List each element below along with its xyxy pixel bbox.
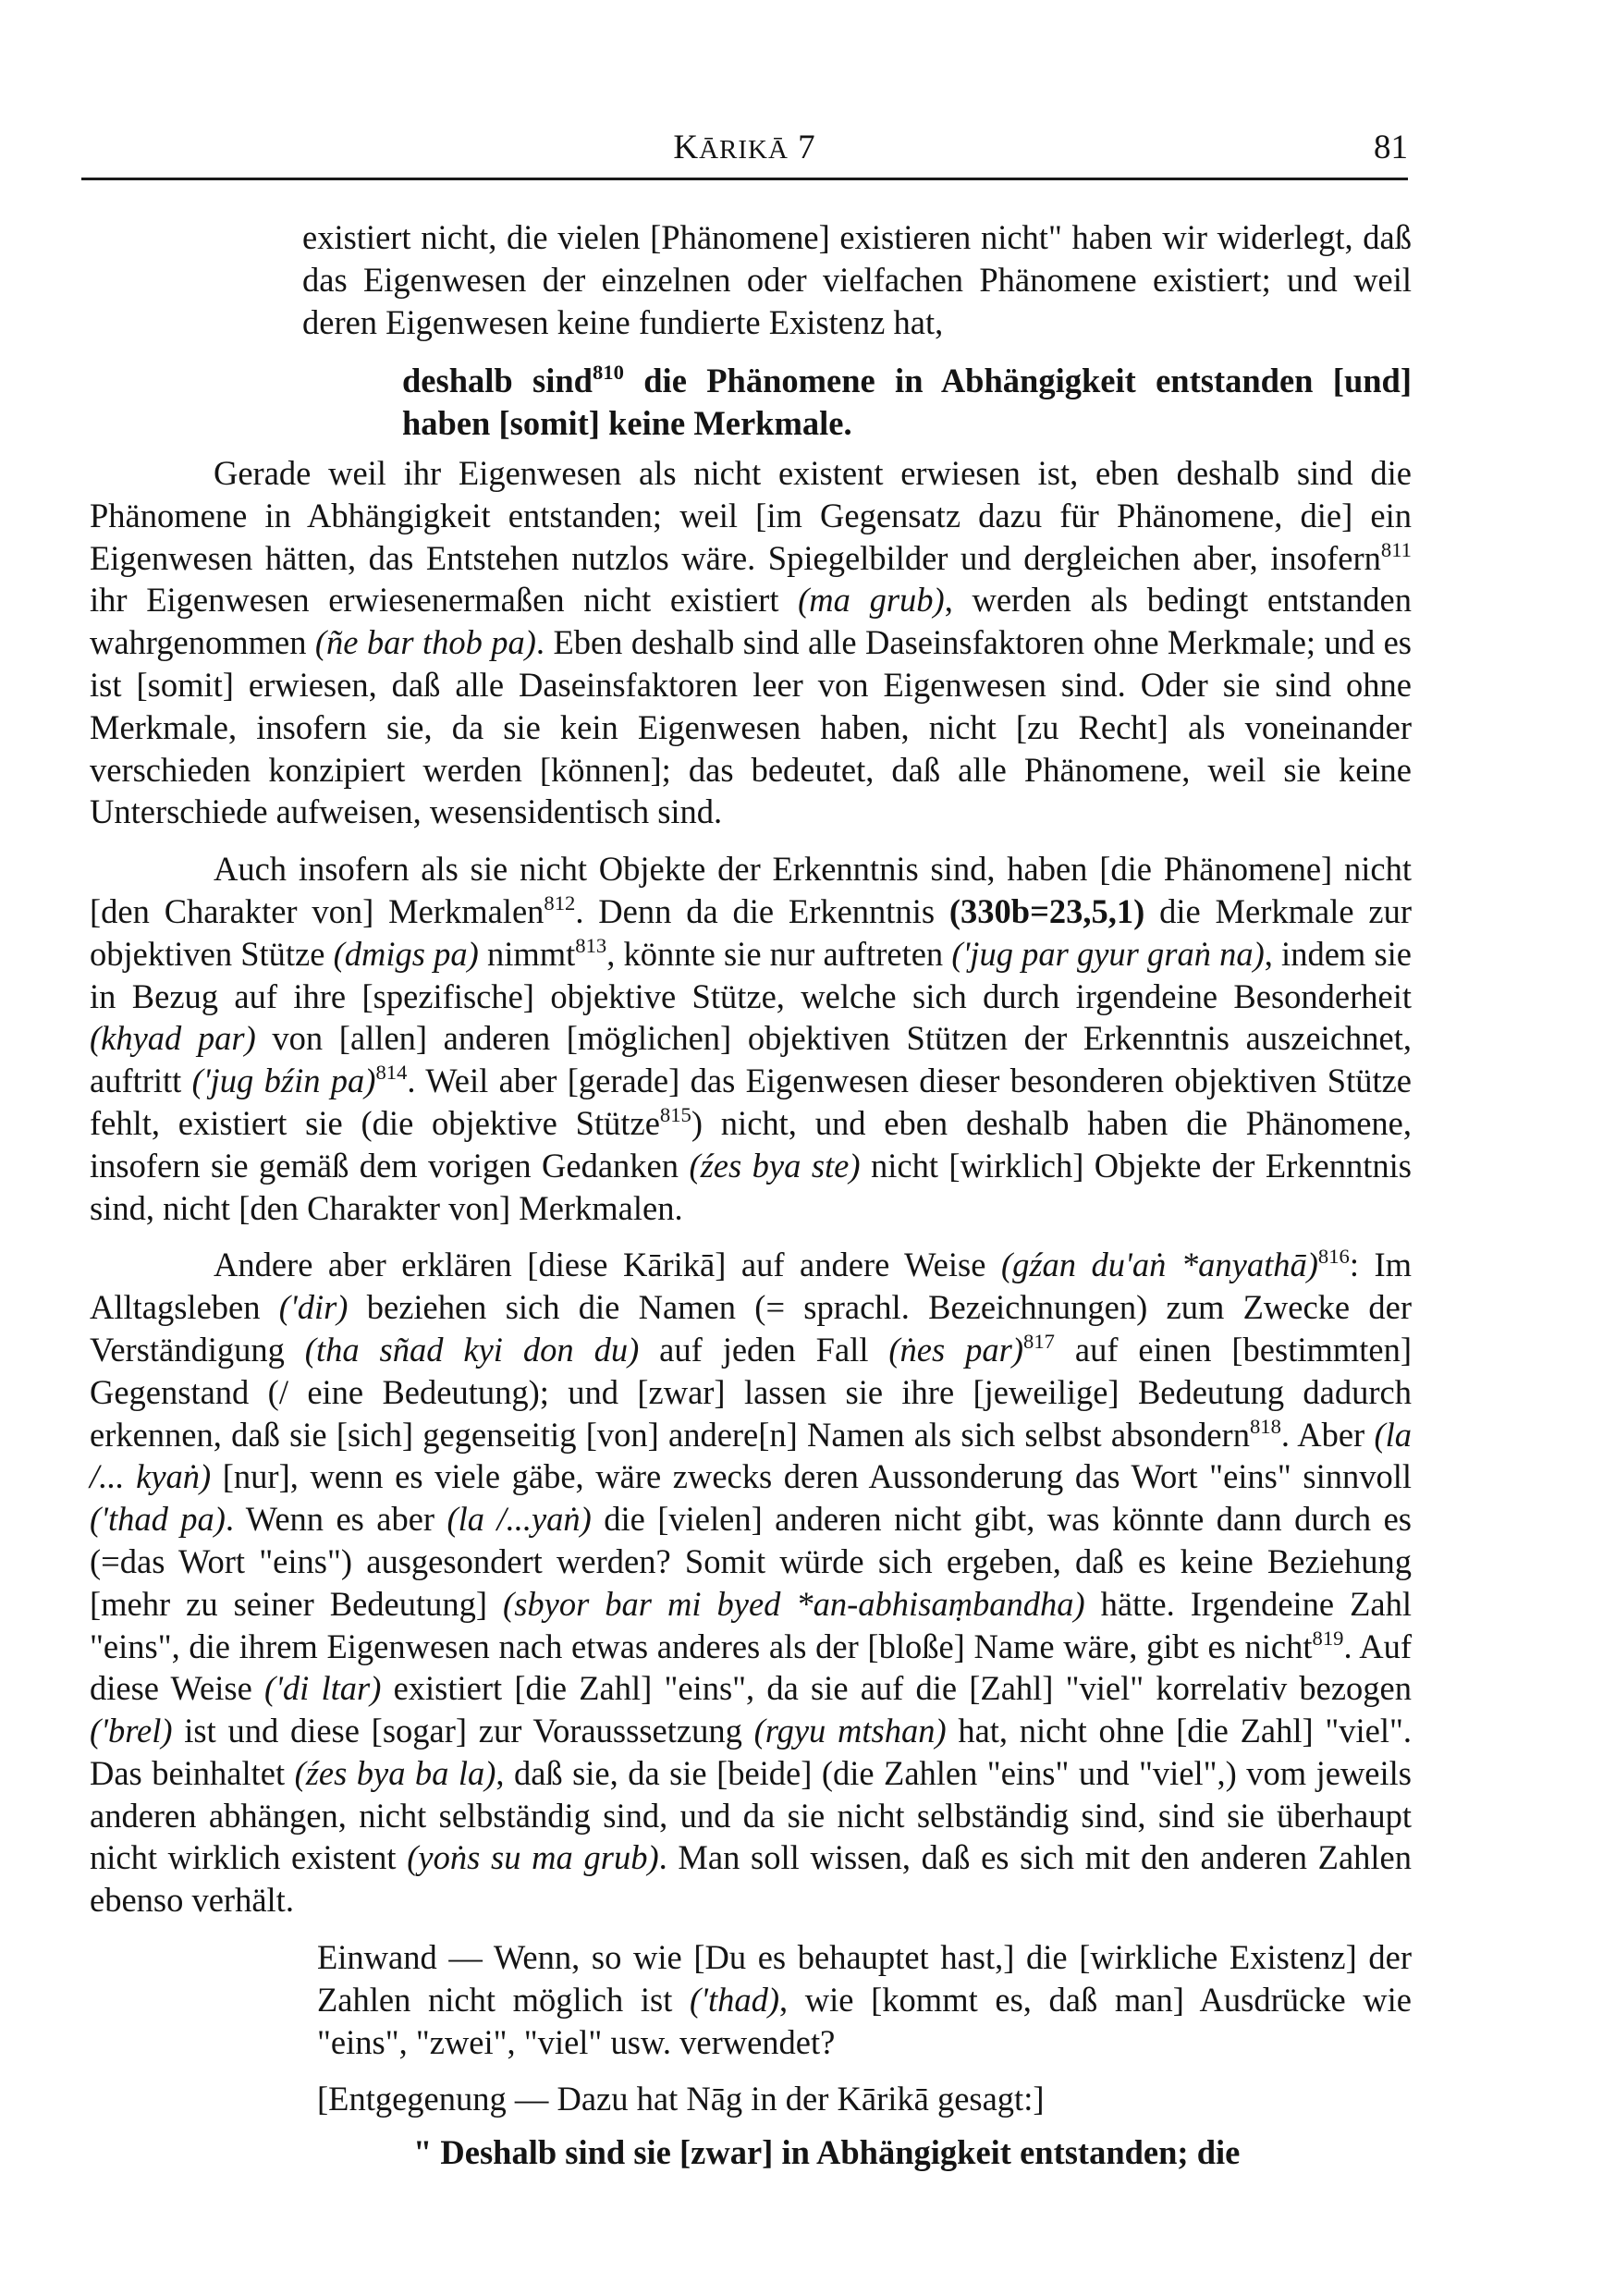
chapter-title: KĀRIKĀ 7 bbox=[673, 129, 816, 166]
paragraph: Auch insofern als sie nicht Objekte der Erkenntnis sind, haben [die Phänomene] nicht [den Charakter von] Merkmalen$^{812}$. Denn da die Erkenntnis (330b=23,5,1) die Merkmale zur objektiven Stütze (dmigs pa) nimmt$^{813}$, könnte sie nur auftreten ('jug par gyur graṅ na), indem sie in Bezug auf ihre [spezifische] objektive Stütze, welche sich durch irgendeine Besonderheit (khyad par) von [allen] anderen [möglichen] objektiven Stützen der Erkenntnis auszeichnet, auftritt ('jug bźin pa)$^{814}$. Weil aber [gerade] das Eigenwesen dieser besonderen objektiven Stütze fehlt, existiert sie (die objektive Stütze$^{815}$) nicht, und eben deshalb haben die Phänomene, insofern sie gemäß dem vorigen Gedanken (źes bya ste) nicht [wirklich] Objekte der Erkenntnis sind, nicht [den Charakter von] Merkmalen. bbox=[90, 850, 1412, 1227]
footnote-ref: 817 bbox=[1023, 1329, 1055, 1353]
paragraph-continuation: existiert nicht, die vielen [Phänomene] existieren nicht" haben wir widerlegt, daß das Eigenwesen der einzelnen oder vielfachen Phänomene existiert; und weil deren Eigenwesen keine fundierte Existenz hat, bbox=[302, 218, 1412, 341]
footnote-ref: 814 bbox=[375, 1061, 408, 1085]
objection-paragraph: Einwand — Wenn, so wie [Du es behauptet hast,] die [wirkliche Existenz] der Zahlen nicht möglich ist ('thad), wie [kommt es, daß man] Ausdrücke wie "eins", "zwei", "viel" usw. verwendet? bbox=[317, 1938, 1412, 2061]
footnote-ref: 812 bbox=[544, 890, 576, 915]
footnote-ref: 819 bbox=[1312, 1626, 1344, 1650]
running-header bbox=[81, 128, 1408, 174]
paragraph: Andere aber erklären [diese Kārikā] auf andere Weise (gźan du'aṅ *anyathā)$^{816}$: Im Alltagsleben ('dir) beziehen sich die Namen (= sprachl. Bezeichnungen) zum Zwecke der Verständigung (tha sñad kyi don du) auf jeden Fall (ṅes par)$^{817}$ auf einen [bestimmten] Gegenstand (/ eine Bedeutung); und [zwar] lassen sie ihre [jeweilige] Bedeutung dadurch erkennen, daß sie [sich] gegenseitig [von] andere[n] Namen als sich selbst absondern$^{818}$. Aber (la /... kyaṅ) [nur], wenn es viele gäbe, wäre zwecks deren Aussonderung das Wort "eins" sinnvoll ('thad pa). Wenn es aber (la /...yaṅ) die [vielen] anderen nicht gibt, was könnte dann durch es (=das Wort "eins") ausgesondert werden? Somit würde sich ergeben, daß es keine Beziehung [mehr zu seiner Bedeutung] (sbyor bar mi byed *an-abhisaṃbandha) hätte. Irgendeine Zahl "eins", die ihrem Eigenwesen nach etwas anderes als der [bloße] Name wäre, gibt es nicht$^{819}$. Auf diese Weise ('di ltar) existiert [die Zahl] "eins", da sie auf die [Zahl] "viel" korrelativ bezogen ('brel) ist und diese [sogar] zur Vorausssetzung (rgyu mtshan) hat, nicht ohne [die Zahl] "viel". Das beinhaltet (źes bya ba la), daß sie, da sie [beide] (die Zahlen "eins" und "viel",) vom jeweils anderen abhängen, nicht selbständig sind, und da sie nicht selbständig sind, sind sie überhaupt nicht wirklich existent (yoṅs su ma grub). Man soll wissen, daß es sich mit den anderen Zahlen ebenso verhält. bbox=[90, 1245, 1413, 1920]
header-rule bbox=[81, 178, 1408, 180]
footnote-ref: 815 bbox=[659, 1102, 691, 1126]
footnote-ref: 813 bbox=[575, 933, 607, 957]
page-number: 81 bbox=[1374, 129, 1408, 166]
karika-quote: " Deshalb sind sie [zwar] in Abhängigkeit entstanden; die bbox=[413, 2133, 1241, 2172]
body-text bbox=[90, 216, 1412, 2174]
footnote-ref: 816 bbox=[1317, 1245, 1350, 1269]
footnote-ref: 818 bbox=[1249, 1414, 1281, 1438]
footnote-ref: 810 bbox=[592, 361, 624, 385]
footnote-ref: 811 bbox=[1380, 537, 1412, 561]
reply-paragraph: [Entgegenung — Dazu hat Nāg in der Kārikā gesagt:] bbox=[317, 2080, 1045, 2118]
paragraph: Gerade weil ihr Eigenwesen als nicht existent erwiesen ist, eben deshalb sind die Phänomene in Abhängigkeit entstanden; weil [im Gegensatz dazu für Phänomene, die] ein Eigenwesen hätten, das Entstehen nutzlos wäre. Spiegelbilder und dergleichen aber, insofern$^{811}$ ihr Eigenwesen erwiesenermaßen nicht existiert (ma grub), werden als bedingt entstanden wahrgenommen (ñe bar thob pa). Eben deshalb sind alle Daseinsfaktoren ohne Merkmale; und es ist [somit] erwiesen, daß alle Daseinsfaktoren leer von Eigenwesen sind. Oder sie sind ohne Merkmale, insofern sie, da sie kein Eigenwesen haben, nicht [zu Recht] als voneinander verschieden konzipiert werden [können]; das bedeutet, daß alle Phänomene, weil sie keine Unterschiede aufweisen, wesensidentisch sind. bbox=[90, 453, 1413, 831]
karika-quote: deshalb sind$^{810}$ die Phänomene in Abhängigkeit entstanden [und] haben [somit] keine Merkmale. bbox=[402, 361, 1413, 443]
